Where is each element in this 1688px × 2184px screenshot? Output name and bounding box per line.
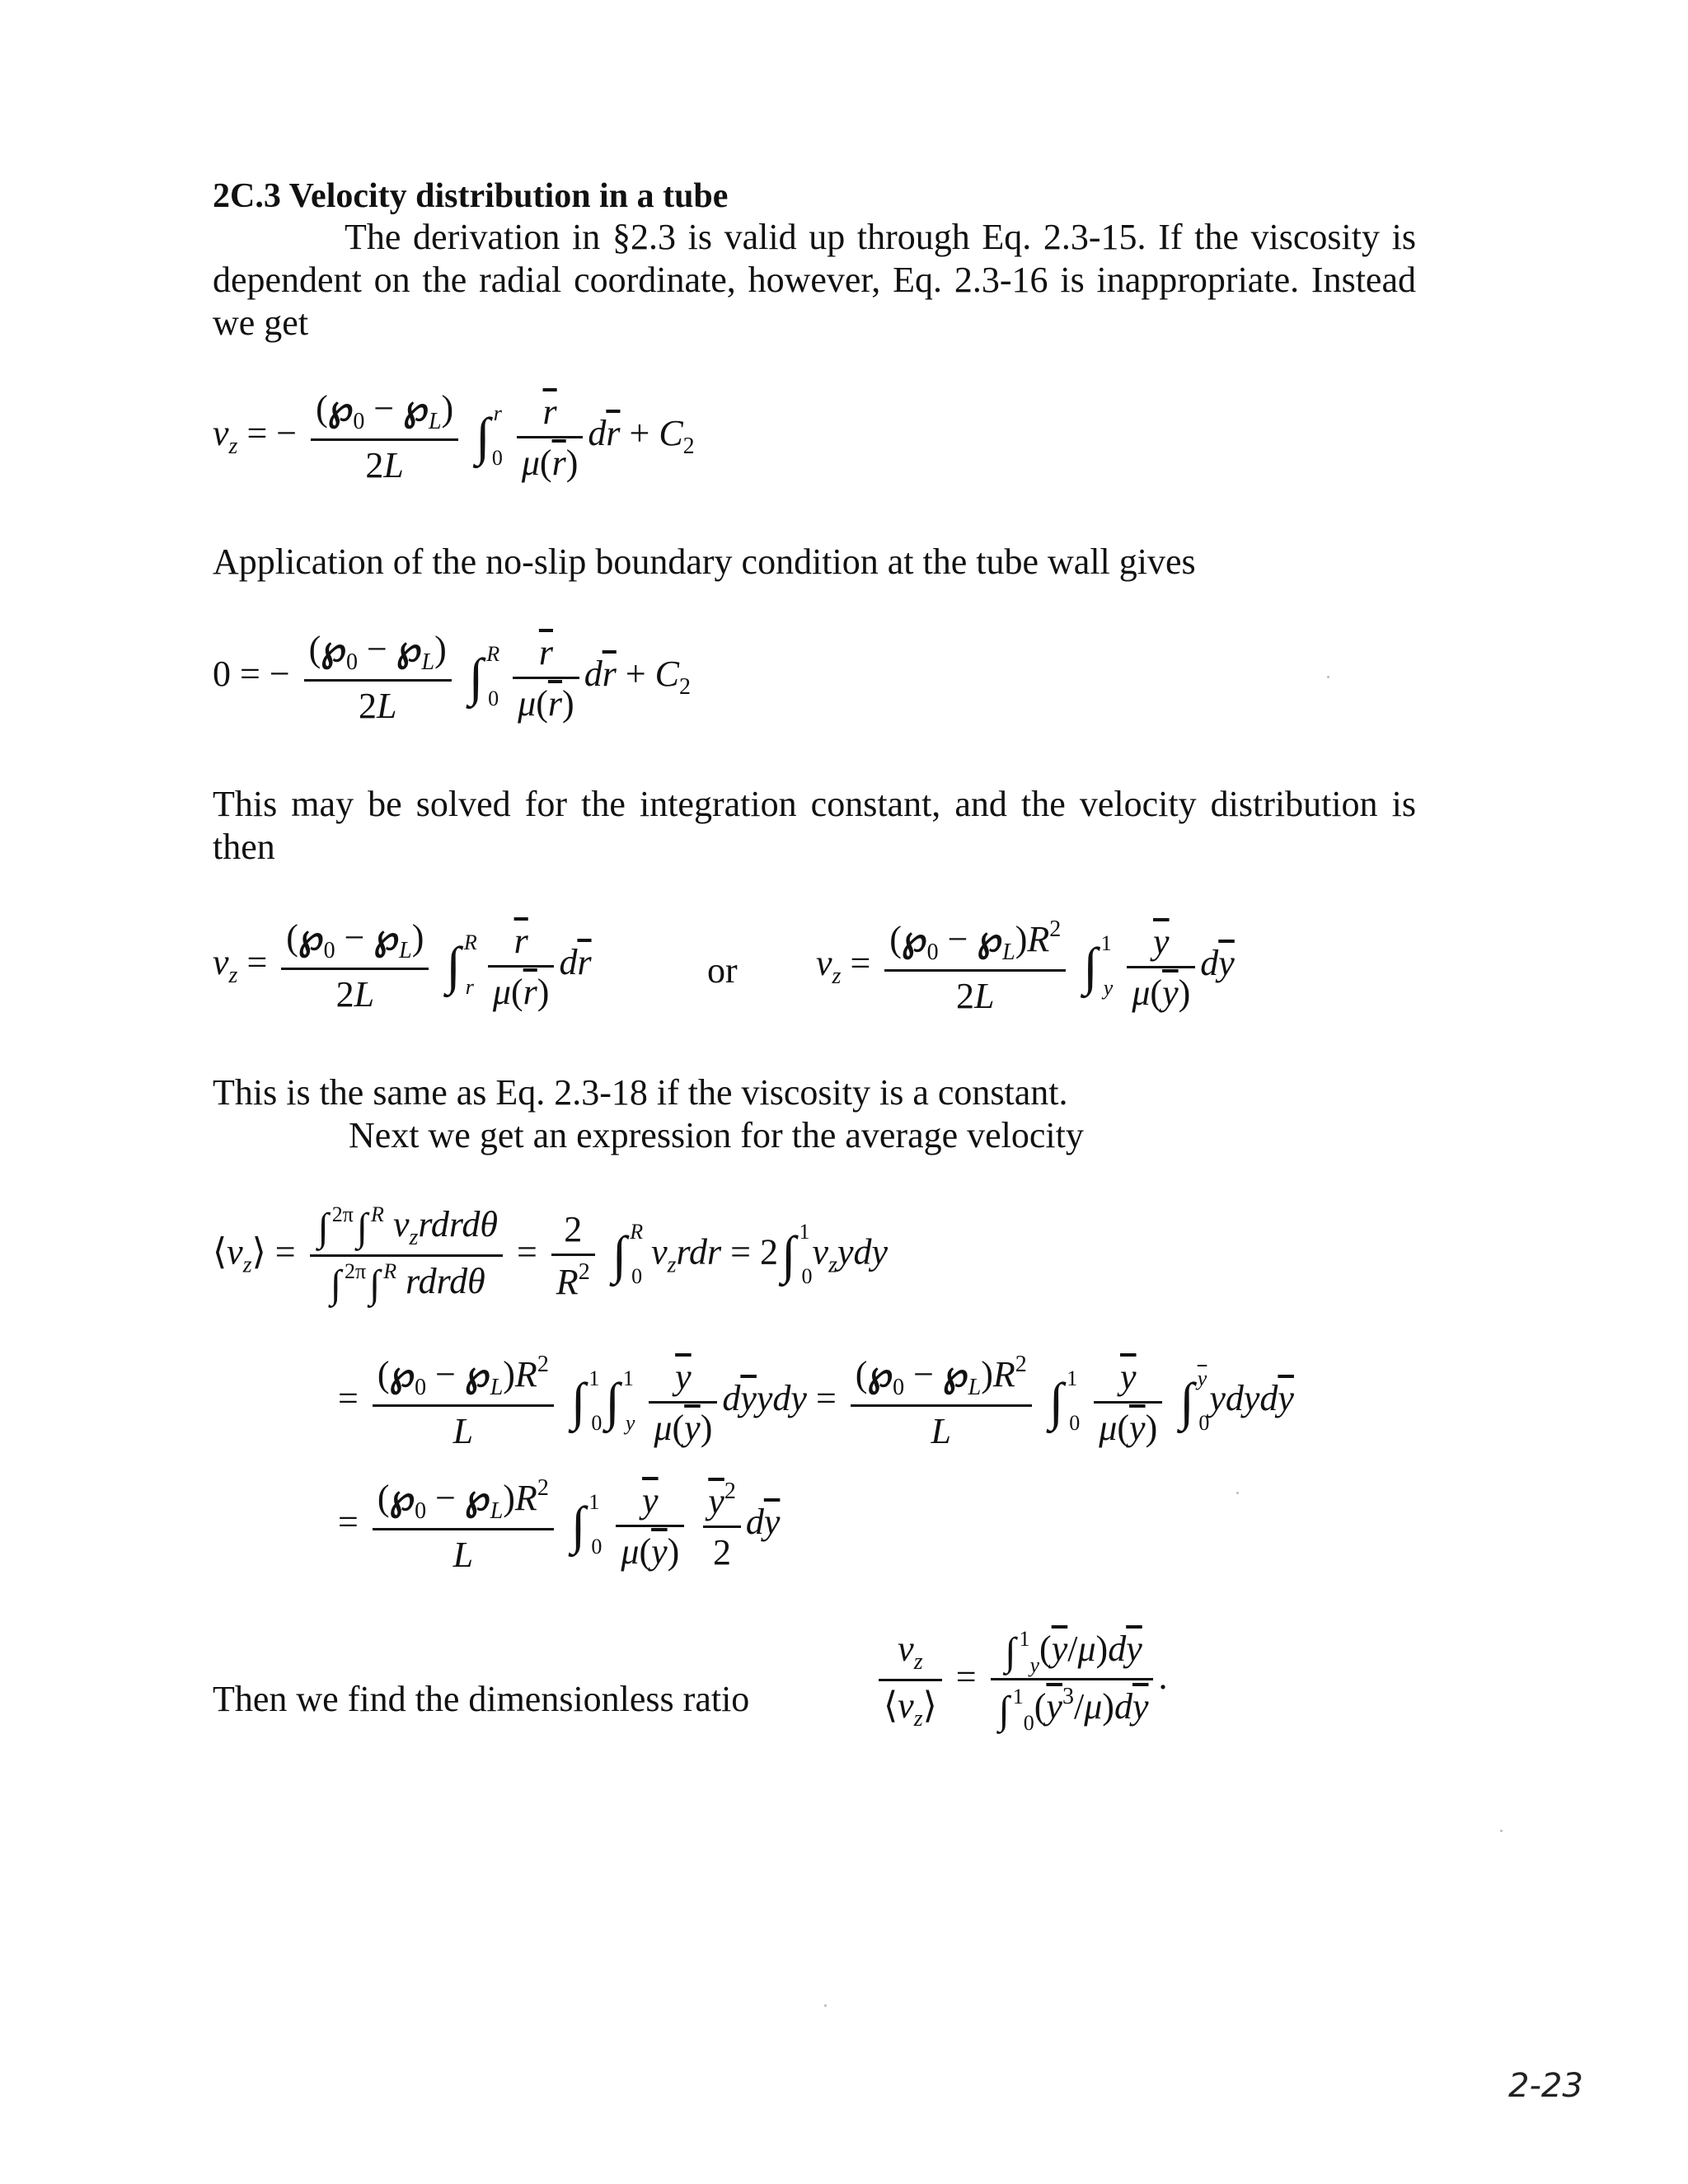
equation-dimensionless-ratio: $\frac{v_z}{⟨v_z⟩}$ = $\frac{\int ^1_y(\overline{y}/\mu)d\overline{y}}{\int ^1_0(\overline{y}^3/\mu)d\overline{y}}$ . bbox=[874, 1628, 1167, 1733]
equation-average-velocity-3: = $\frac{(℘_0 - ℘_L)R^2}{L}$ ∫ $^1_0$ $\frac{\overline{y}}{\mu(\overline{y})}$ $\frac{\overline{y}^2}{2}$ $d\overline{y}$ bbox=[338, 1475, 781, 1575]
ratio-intro-text: Then we find the dimensionless ratio bbox=[213, 1679, 750, 1719]
section-heading: 2C.3 Velocity distribution in a tube bbox=[213, 177, 729, 215]
intro-paragraph bbox=[213, 216, 1416, 344]
equation-noslip: 0 = − $\frac{(℘_0 - ℘_L)}{2L}$ ∫ $^R_0$ $\frac{\overline{r}}{\mu(\overline{r})}$ $d\overline{r} + C_2$ bbox=[213, 628, 691, 726]
scan-speck bbox=[1500, 1830, 1503, 1832]
or-word: or bbox=[707, 950, 738, 991]
next-text: Next we get an expression for the average velocity bbox=[349, 1115, 1084, 1155]
scan-speck bbox=[1327, 676, 1329, 678]
solved-paragraph: This may be solved for the integration constant, and the velocity distribution is then bbox=[213, 784, 1416, 867]
equation-average-velocity-2: = $\frac{(℘_0 - ℘_L)R^2}{L}$ ∫ $^1_0$∫ $^1_y$ $\frac{\overline{y}}{\mu(\overline{y})}$ $d\overline{y}ydy$ = $\frac{(℘_0 - ℘_L)R^2}{L}$ ∫ $^1_0$ $\frac{\overline{y}}{\mu(\overline{y})}$ ∫ $^{\overline{y}}_0ydyd\overline{y}$ bbox=[338, 1352, 1294, 1451]
same-as-text: This is the same as Eq. 2.3-18 if the viscosity is a constant. bbox=[213, 1072, 1068, 1113]
page-number: 2-23 bbox=[1508, 2067, 1583, 2105]
scan-speck bbox=[824, 2004, 827, 2007]
equation-velocity-distribution: $v_z$ = $\frac{(℘_0 - ℘_L)}{2L}$ ∫ $^R_r$ $\frac{\overline{r}}{\mu(\overline{r})}$ $d\overline{r}$ bbox=[213, 916, 592, 1015]
equation-average-velocity-1: $⟨v_z⟩$ = $\frac{\int ^{2\pi}\int ^R v_zrdrd\theta}{\int ^{2\pi}\int ^R rdrd\theta}$ = $\frac{2}{R^2}$ ∫ $^R_0$ $v_zrdr = 2\int$ $^1_0v_zydy$ bbox=[213, 1202, 889, 1307]
equation-velocity-dimensionless: $v_z$ = $\frac{(℘_0 - ℘_L)R^2}{2L}$ ∫ $^1_y$ $\frac{\overline{y}}{\mu(\overline{y})}$ $d\overline{y}$ bbox=[816, 916, 1235, 1016]
noslip-paragraph: Application of the no-slip boundary condition at the tube wall gives bbox=[213, 541, 1196, 582]
intro-text: The derivation in §2.3 is valid up through Eq. 2.3-15. If the viscosity is dependent on the radial coordinate, however, Eq. 2.3-16 is inappropriate. Instead we get bbox=[213, 217, 1416, 343]
same-as-paragraph bbox=[213, 1071, 1416, 1157]
equation-velocity-general: $v_z$ = − $\frac{(℘_0 - ℘_L)}{2L}$ ∫ $^r_0$ $\frac{\overline{r}}{\mu(\overline{r})}$ $d\overline{r} + C_2$ bbox=[213, 387, 695, 485]
scan-speck bbox=[1236, 1492, 1239, 1494]
